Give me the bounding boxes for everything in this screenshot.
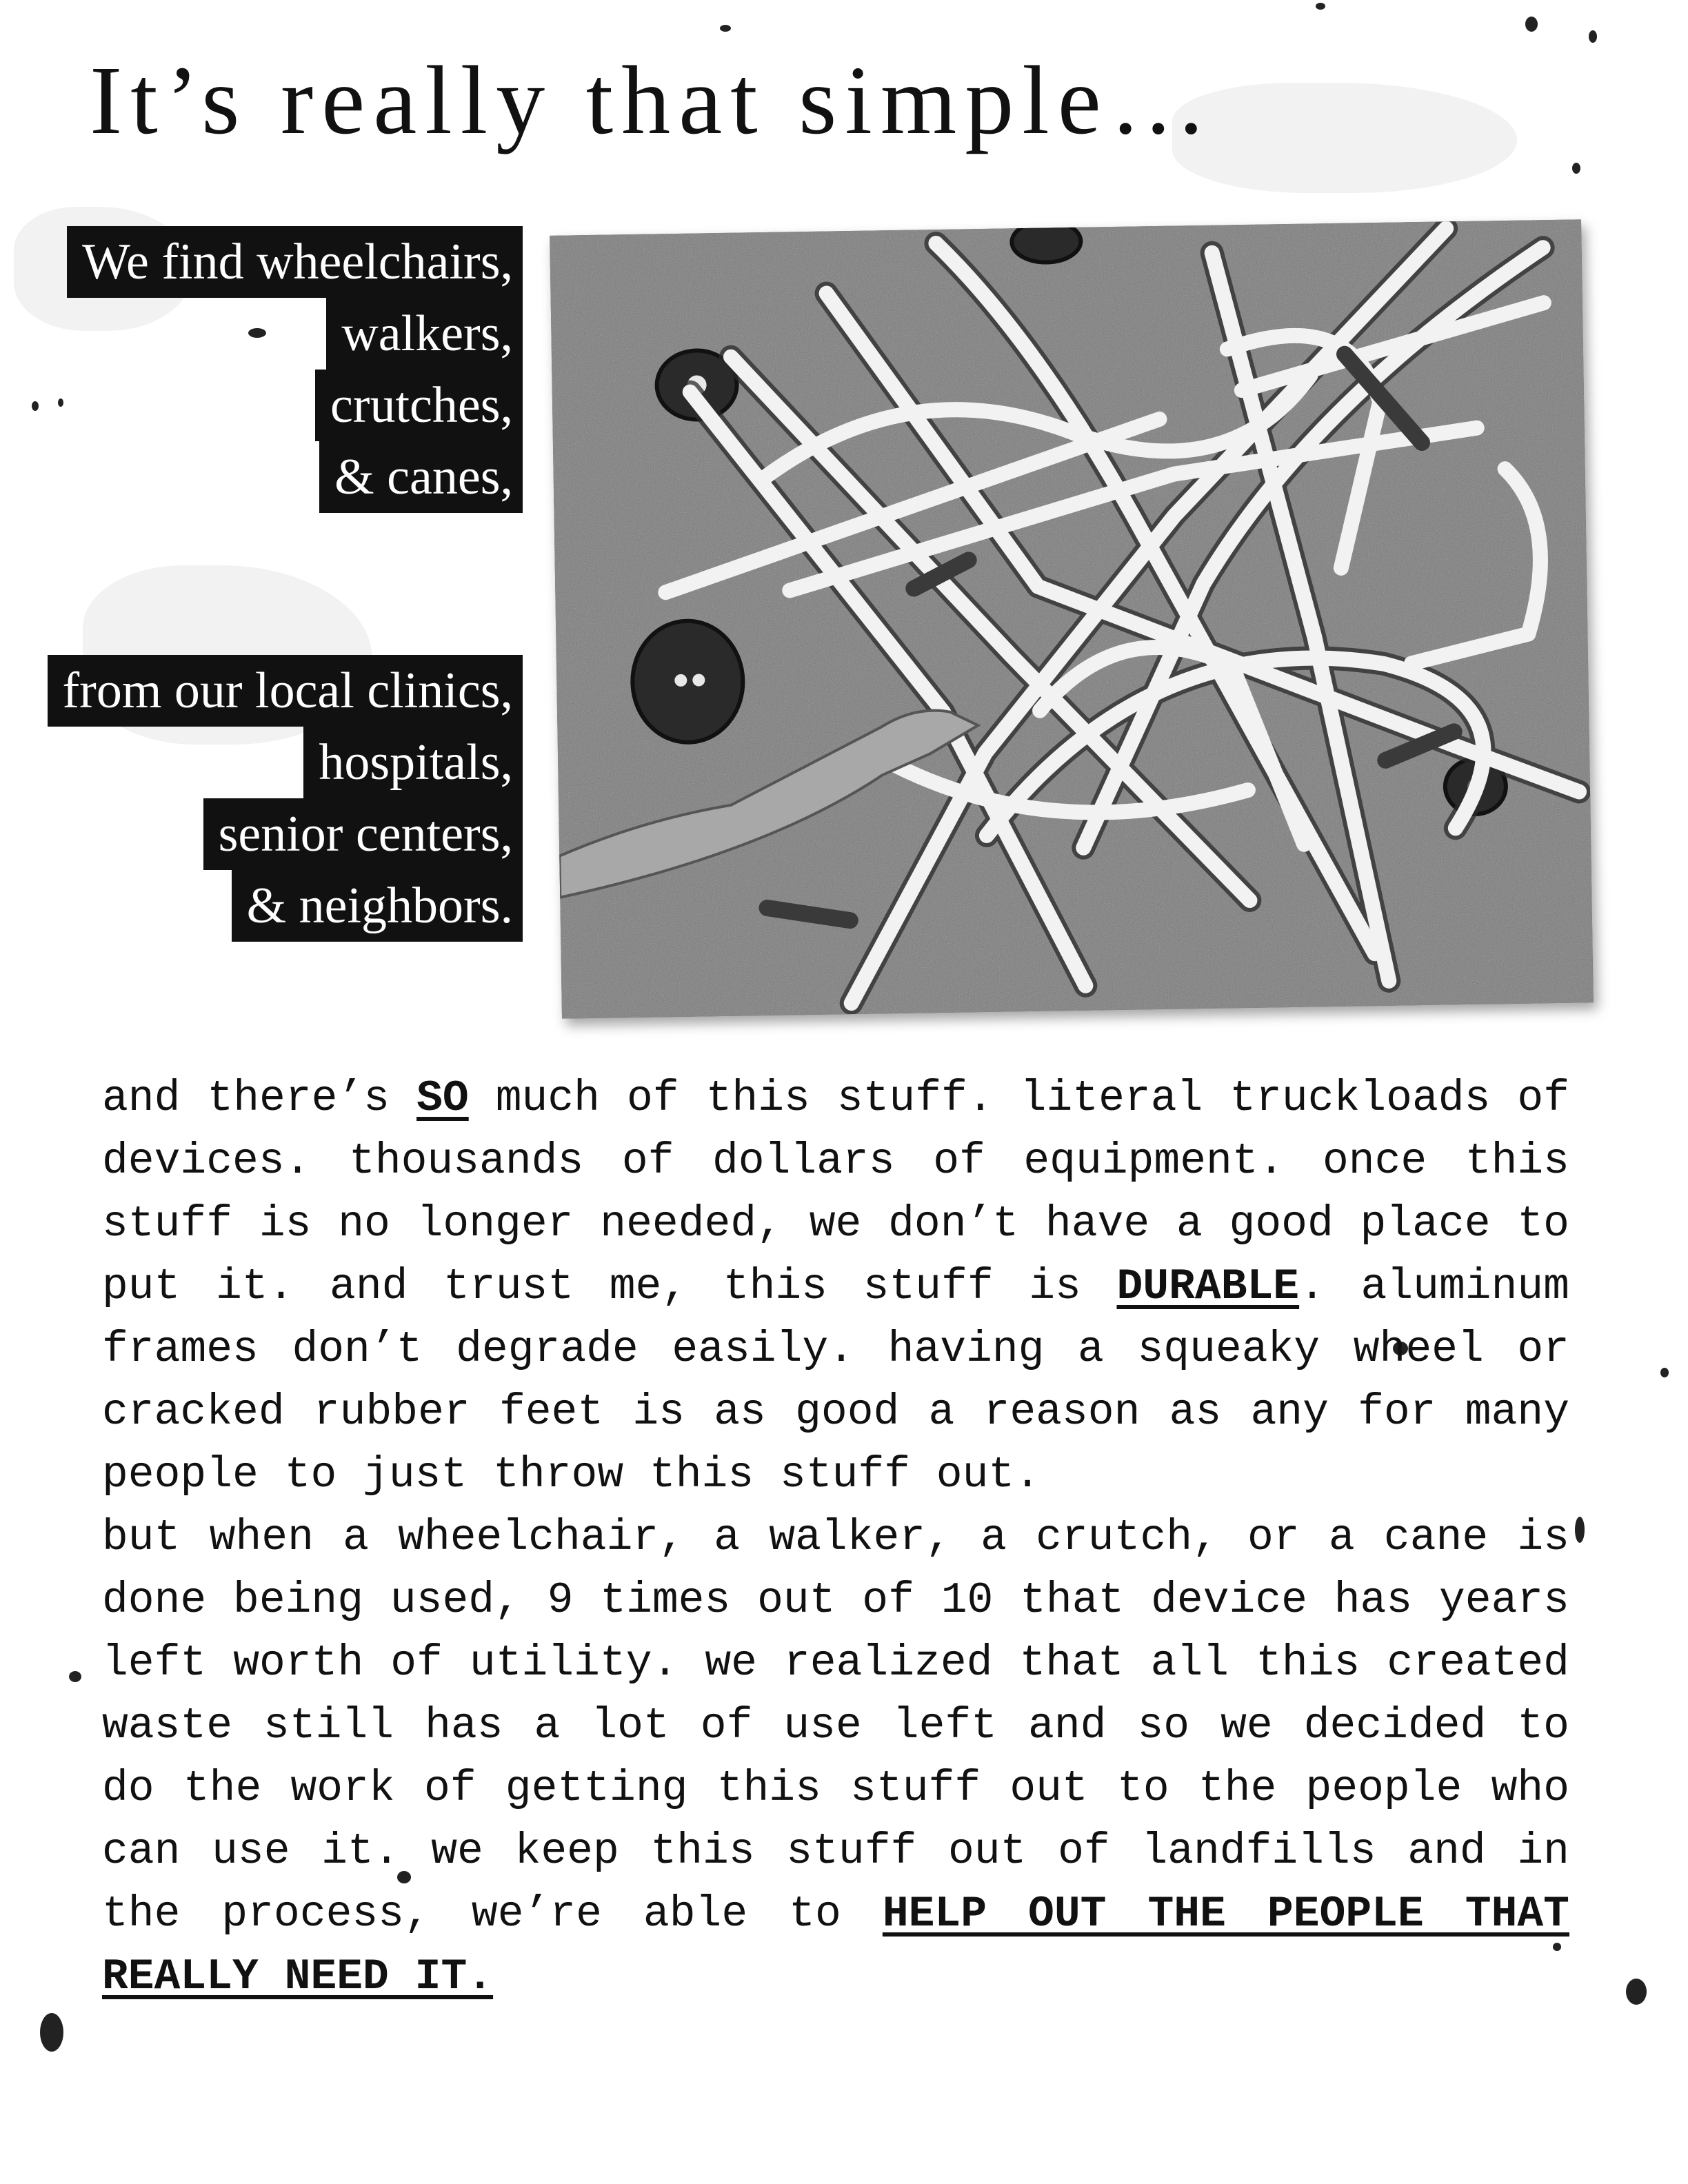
emphasis-so: SO: [416, 1074, 469, 1123]
body-text: [102, 1067, 1569, 2008]
page-title: It’s really that simple…: [90, 46, 1216, 154]
label-neighbors: & neighbors.: [232, 870, 523, 942]
p1-text-a: and there’s: [102, 1074, 417, 1123]
label-canes: & canes,: [319, 441, 523, 513]
emphasis-durable: DURABLE: [1116, 1262, 1300, 1311]
label-crutches: crutches,: [315, 370, 523, 441]
pile-of-walkers-photo: [550, 219, 1594, 1018]
paragraph-2: [102, 1506, 1569, 2008]
label-clinics: from our local clinics,: [48, 655, 523, 727]
paragraph-1: [102, 1067, 1569, 1506]
device-types-label-stack: [67, 226, 523, 513]
label-senior-centers: senior centers,: [203, 798, 523, 870]
p1-text-c: . aluminum frames don’t degrade easily. having a squeaky wheel or cracked rubber feet is as good a reason as any for many people to just throw this stuff out.: [102, 1262, 1569, 1499]
p2-text-a: but when a wheelchair, a walker, a crutch, or a cane is done being used, 9 times out of 10 that device has years left worth of utility. we realized that all this created waste still has a lot of use left and so we decided to do the work of getting this stuff out to the people who can use it. we keep this stuff out of landfills and in the process, we’re able to: [102, 1513, 1569, 1939]
label-hospitals: hospitals,: [303, 727, 523, 798]
label-wheelchairs: We find wheelchairs,: [67, 226, 523, 298]
label-walkers: walkers,: [326, 298, 523, 370]
emphasis-help-out: HELP OUT THE PEOPLE THAT REALLY NEED IT.: [102, 1890, 1569, 2001]
p1-text-b: much of this stuff. literal truckloads of devices. thousands of dollars of equipment. once this stuff is no longer needed, we don’t have a good place to put it. and trust me, this stuff is: [102, 1074, 1569, 1311]
sources-label-stack: [48, 655, 523, 942]
